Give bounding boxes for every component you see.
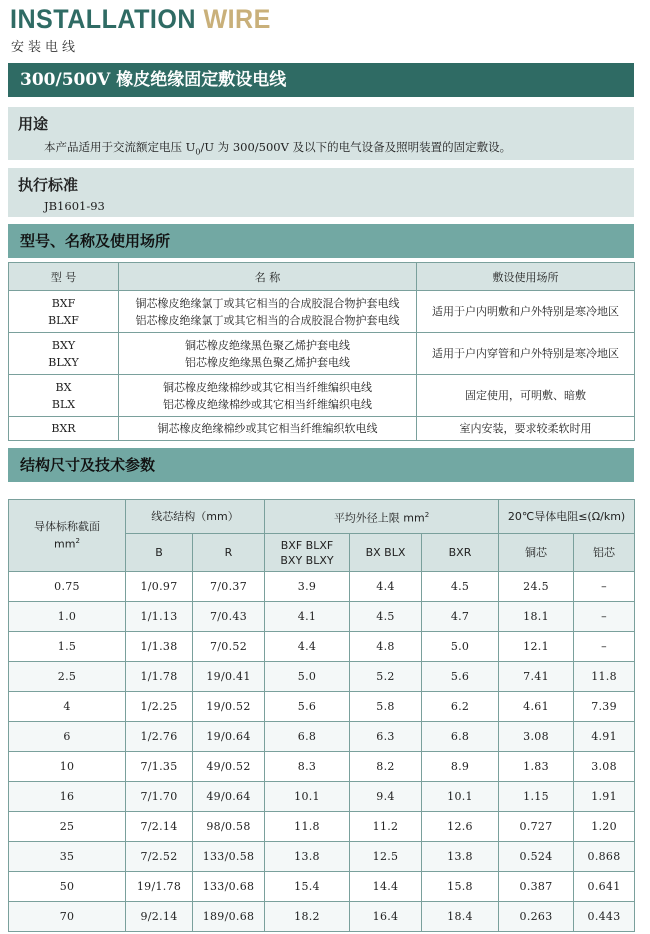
section-specs-heading: 结构尺寸及技术参数	[8, 448, 634, 482]
spec-cell: 12.5	[350, 842, 422, 872]
table-row	[9, 902, 635, 932]
spec-cell: 0.263	[499, 902, 574, 932]
usage-text: 本产品适用于交流额定电压 $U_0/U$ 为 300/500V 及以下的电气设备及照明装置的固定敷设。	[44, 140, 512, 157]
table-row	[9, 842, 635, 872]
spec-cell: 24.5	[499, 572, 574, 602]
standard-heading: 执行标准	[18, 176, 79, 194]
spec-cell: 5.6	[265, 692, 350, 722]
header-area: 导体标称截面 $mm^2$	[9, 500, 126, 572]
spec-cell: 4.61	[499, 692, 574, 722]
usage-heading: 用途	[18, 115, 49, 133]
table-row	[9, 662, 635, 692]
spec-cell: 11.8	[574, 662, 635, 692]
spec-cell: 133/0.68	[193, 872, 265, 902]
usage-cell: 固定使用，可明敷、暗敷	[417, 375, 635, 417]
spec-cell: 12.1	[499, 632, 574, 662]
spec-cell: 6.2	[422, 692, 499, 722]
spec-cell: 189/0.68	[193, 902, 265, 932]
spec-cell: 18.1	[499, 602, 574, 632]
subheader-r: R	[193, 534, 265, 572]
spec-cell: 50	[9, 872, 126, 902]
spec-cell: 25	[9, 812, 126, 842]
spec-cell: 1/0.97	[126, 572, 193, 602]
spec-cell: 11.2	[350, 812, 422, 842]
spec-cell: 5.0	[422, 632, 499, 662]
spec-cell: 0.387	[499, 872, 574, 902]
spec-cell: 2.5	[9, 662, 126, 692]
subheader-copper: 铜芯	[499, 534, 574, 572]
spec-cell: 16.4	[350, 902, 422, 932]
table-row	[9, 752, 635, 782]
name-cell: 铜芯橡皮绝缘氯丁或其它相当的合成胶混合物护套电线 铝芯橡皮绝缘氯丁或其它相当的合成胶混合物护套电线	[119, 291, 417, 333]
spec-cell: –	[574, 572, 635, 602]
spec-cell: 0.75	[9, 572, 126, 602]
table-row	[9, 872, 635, 902]
name-cell: 铜芯橡皮绝缘棉纱或其它相当纤维编织软电线	[119, 417, 417, 441]
spec-cell: 0.524	[499, 842, 574, 872]
usage-cell: 室内安装，要求较柔软时用	[417, 417, 635, 441]
brand-title	[10, 4, 271, 35]
standard-section	[8, 168, 634, 217]
table-row	[9, 602, 635, 632]
header-usage: 敷设使用场所	[417, 263, 635, 291]
spec-cell: 7/0.52	[193, 632, 265, 662]
spec-cell: 5.2	[350, 662, 422, 692]
spec-cell: 7.41	[499, 662, 574, 692]
spec-cell: 7.39	[574, 692, 635, 722]
name-cell: 铜芯橡皮绝缘棉纱或其它相当纤维编织电线 铝芯橡皮绝缘棉纱或其它相当纤维编织电线	[119, 375, 417, 417]
model-cell: BX BLX	[9, 375, 119, 417]
header-name: 名 称	[119, 263, 417, 291]
spec-cell: 35	[9, 842, 126, 872]
section-models-heading: 型号、名称及使用场所	[8, 224, 634, 258]
spec-cell: 1.91	[574, 782, 635, 812]
spec-cell: 0.641	[574, 872, 635, 902]
spec-cell: 49/0.64	[193, 782, 265, 812]
spec-cell: 49/0.52	[193, 752, 265, 782]
models-table	[8, 262, 635, 441]
model-cell: BXR	[9, 417, 119, 441]
specs-table	[8, 499, 635, 932]
usage-section	[8, 107, 634, 160]
spec-cell: 4.4	[350, 572, 422, 602]
spec-cell: 1/2.25	[126, 692, 193, 722]
spec-cell: 0.727	[499, 812, 574, 842]
spec-cell: 4.8	[350, 632, 422, 662]
spec-cell: 1/1.78	[126, 662, 193, 692]
spec-cell: –	[574, 632, 635, 662]
spec-cell: 7/0.43	[193, 602, 265, 632]
spec-cell: 1.0	[9, 602, 126, 632]
table-row	[9, 812, 635, 842]
usage-cell: 适用于户内穿管和户外特别是寒冷地区	[417, 333, 635, 375]
spec-cell: 6	[9, 722, 126, 752]
spec-cell: 1.15	[499, 782, 574, 812]
header-resistance: 20℃导体电阻≤(Ω/km)	[499, 500, 635, 534]
spec-cell: 1.20	[574, 812, 635, 842]
spec-cell: 1.83	[499, 752, 574, 782]
table-row	[9, 333, 635, 375]
spec-cell: 10.1	[422, 782, 499, 812]
table-row	[9, 692, 635, 722]
table-row	[9, 375, 635, 417]
brand-word-2: WIRE	[203, 4, 271, 34]
spec-cell: 4.1	[265, 602, 350, 632]
spec-cell: 7/1.70	[126, 782, 193, 812]
spec-cell: 18.4	[422, 902, 499, 932]
spec-cell: 9/2.14	[126, 902, 193, 932]
spec-cell: 0.868	[574, 842, 635, 872]
header-diameter: 平均外径上限 $mm^2$	[265, 500, 499, 534]
standard-text: JB1601-93	[44, 199, 105, 213]
spec-cell: 4.91	[574, 722, 635, 752]
spec-cell: –	[574, 602, 635, 632]
spec-cell: 133/0.58	[193, 842, 265, 872]
spec-cell: 13.8	[422, 842, 499, 872]
spec-cell: 8.3	[265, 752, 350, 782]
spec-cell: 11.8	[265, 812, 350, 842]
spec-cell: 4.7	[422, 602, 499, 632]
spec-cell: 6.8	[422, 722, 499, 752]
spec-cell: 14.4	[350, 872, 422, 902]
spec-cell: 10	[9, 752, 126, 782]
spec-cell: 3.08	[499, 722, 574, 752]
table-header-row	[9, 263, 635, 291]
spec-cell: 98/0.58	[193, 812, 265, 842]
spec-cell: 19/0.52	[193, 692, 265, 722]
spec-cell: 12.6	[422, 812, 499, 842]
table-row	[9, 782, 635, 812]
name-cell: 铜芯橡皮绝缘黑色聚乙烯护套电线 铝芯橡皮绝缘黑色聚乙烯护套电线	[119, 333, 417, 375]
spec-cell: 6.8	[265, 722, 350, 752]
spec-cell: 5.6	[422, 662, 499, 692]
spec-cell: 1/1.13	[126, 602, 193, 632]
spec-cell: 1.5	[9, 632, 126, 662]
table-row	[9, 572, 635, 602]
subheader-bxf-bxy: BXF BLXF BXY BLXY	[265, 534, 350, 572]
spec-cell: 7/2.52	[126, 842, 193, 872]
spec-cell: 4.5	[422, 572, 499, 602]
page-title: 300/500V 橡皮绝缘固定敷设电线	[8, 63, 634, 97]
spec-cell: 1/2.76	[126, 722, 193, 752]
specs-table-body	[9, 572, 635, 932]
spec-cell: 70	[9, 902, 126, 932]
spec-cell: 10.1	[265, 782, 350, 812]
header-structure: 线芯结构（mm）	[126, 500, 265, 534]
spec-cell: 19/0.64	[193, 722, 265, 752]
spec-cell: 7/1.35	[126, 752, 193, 782]
spec-cell: 7/2.14	[126, 812, 193, 842]
subheader-aluminum: 铝芯	[574, 534, 635, 572]
spec-cell: 3.9	[265, 572, 350, 602]
spec-cell: 18.2	[265, 902, 350, 932]
spec-cell: 13.8	[265, 842, 350, 872]
spec-cell: 0.443	[574, 902, 635, 932]
table-row	[9, 632, 635, 662]
spec-cell: 15.8	[422, 872, 499, 902]
brand-subtitle: 安装电线	[11, 40, 80, 55]
spec-cell: 19/1.78	[126, 872, 193, 902]
spec-cell: 1/1.38	[126, 632, 193, 662]
brand-word-1: INSTALLATION	[10, 4, 196, 34]
spec-cell: 16	[9, 782, 126, 812]
table-header-row	[9, 500, 635, 534]
table-row	[9, 291, 635, 333]
usage-cell: 适用于户内明敷和户外特别是寒冷地区	[417, 291, 635, 333]
model-cell: BXY BLXY	[9, 333, 119, 375]
spec-cell: 9.4	[350, 782, 422, 812]
subheader-b: B	[126, 534, 193, 572]
spec-cell: 3.08	[574, 752, 635, 782]
model-cell: BXF BLXF	[9, 291, 119, 333]
spec-cell: 4.5	[350, 602, 422, 632]
spec-cell: 7/0.37	[193, 572, 265, 602]
spec-cell: 8.9	[422, 752, 499, 782]
spec-cell: 5.0	[265, 662, 350, 692]
spec-cell: 5.8	[350, 692, 422, 722]
spec-cell: 19/0.41	[193, 662, 265, 692]
table-row	[9, 722, 635, 752]
spec-cell: 6.3	[350, 722, 422, 752]
spec-cell: 15.4	[265, 872, 350, 902]
subheader-bx-blx: BX BLX	[350, 534, 422, 572]
subheader-bxr: BXR	[422, 534, 499, 572]
header-model: 型 号	[9, 263, 119, 291]
spec-cell: 4.4	[265, 632, 350, 662]
spec-cell: 4	[9, 692, 126, 722]
table-row	[9, 417, 635, 441]
spec-cell: 8.2	[350, 752, 422, 782]
